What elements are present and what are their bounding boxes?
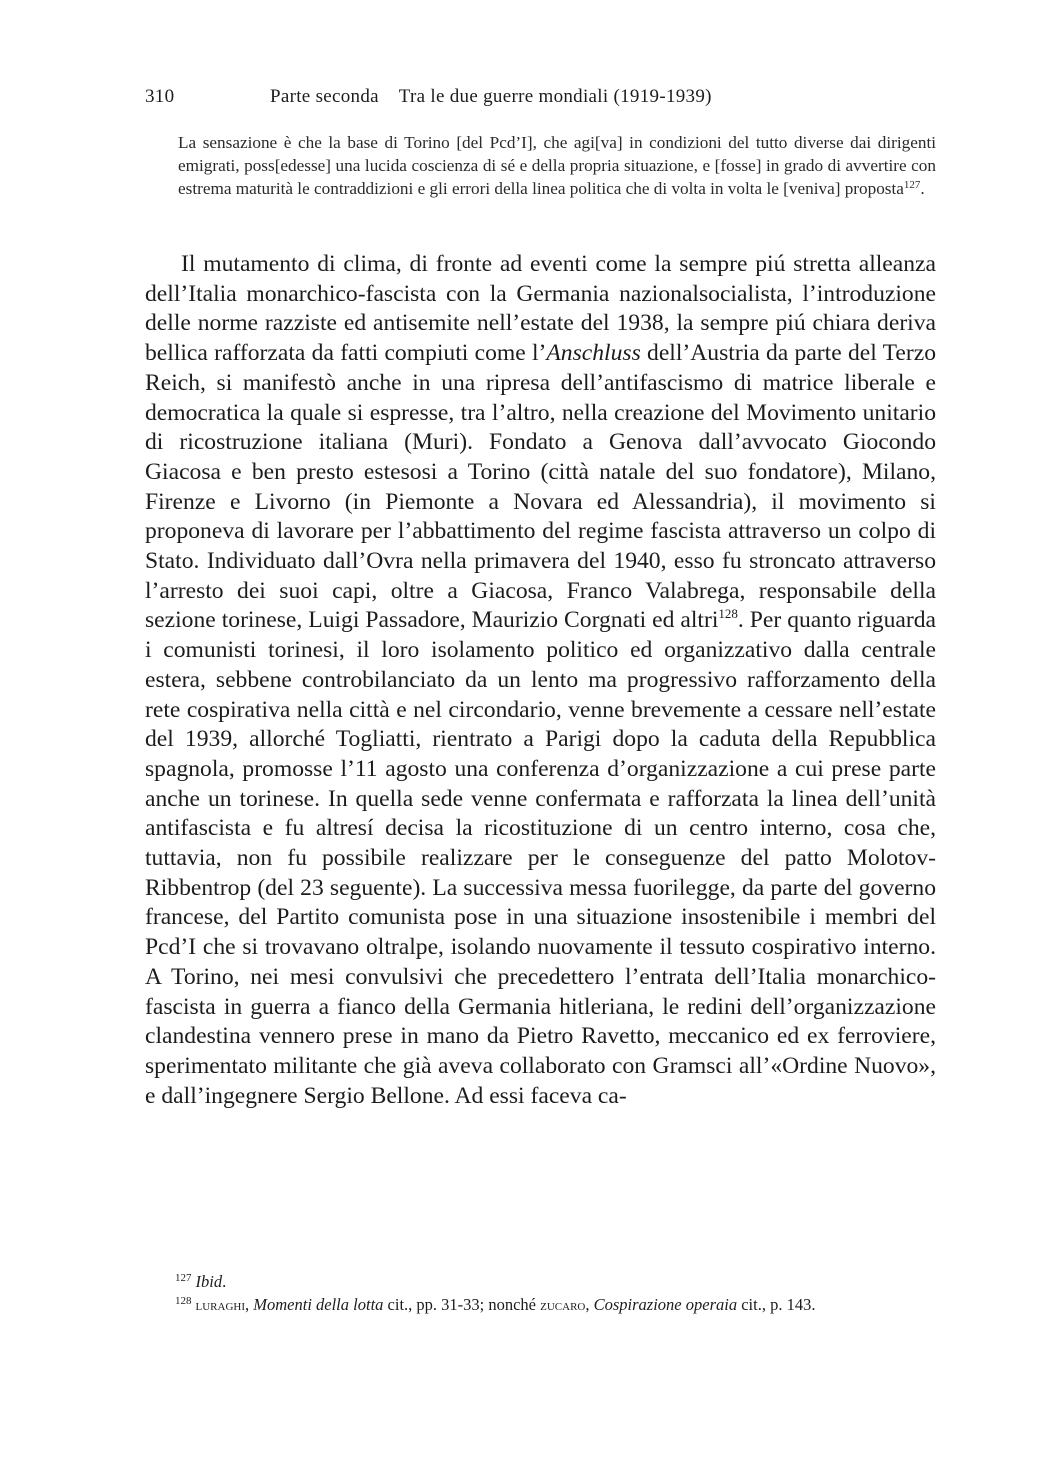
- footnote-text: cit., p. 143.: [737, 1295, 816, 1314]
- footnote-ref: 127: [903, 179, 921, 191]
- body-text: [145, 250, 936, 1111]
- footnote-ref: 128: [718, 606, 738, 622]
- italic-term: Anschluss: [546, 340, 641, 367]
- block-quote: [178, 131, 936, 200]
- footnote: $^{128}$ luraghi, Momenti della lotta cit., pp. 31-33; nonché zucaro, Cospirazione operaia cit., p. 143.: [175, 1295, 816, 1314]
- footnote-italic: Ibid: [195, 1272, 223, 1291]
- quote-end: .: [920, 179, 925, 198]
- footnote-number: 128: [175, 1295, 192, 1307]
- quote-text: La sensazione è che la base di Torino [del Pcd’I], che agi[va] in condizioni del tutto diverse dai dirigenti emigrati, poss[edesse] una lucida coscienza di sé e della propria situazione, e [fosse] in grado di avvertire con estrema maturità le contraddizioni e gli errori della linea politica che di volta in volta le [veniva] proposta: [178, 133, 936, 198]
- running-title: Parte seconda Tra le due guerre mondiali (1919-1939): [270, 86, 712, 107]
- footnote-text: cit., pp. 31-33; nonché: [383, 1295, 541, 1314]
- footnote-author: zucaro: [540, 1298, 586, 1314]
- paragraph-text: dell’Austria da parte del Terzo Reich, si manifestò anche in una ripresa dell’antifascismo di matrice liberale e democratica la quale si espresse, tra l’altro, nella creazione del Movimento unitario di ricostruzione italiana (Muri). Fondato a Genova dall’avvocato Giocondo Giacosa e ben presto estesosi a Torino (città natale del suo fondatore), Milano, Firenze e Livorno (in Piemonte a Novara ed Alessandria), il movimento si proponeva di lavorare per l’abbattimento del regime fascista attraverso un colpo di Stato. Individuato dall’Ovra nella primavera del 1940, esso fu stroncato attraverso l’arresto dei suoi capi, oltre a Giacosa, Franco Valabrega, responsabile della sezione torinese, Luigi Passadore, Maurizio Corgnati ed altri: [145, 340, 936, 634]
- footnote-title: Cospirazione operaia: [593, 1295, 738, 1314]
- footnote-title: Momenti della lotta: [253, 1295, 384, 1314]
- paragraph: [145, 250, 936, 1111]
- paragraph-text: . Per quanto riguarda i comunisti torinesi, il loro isolamento politico ed organizzativo dalla centrale estera, sebbene controbilanciato da un lento ma progressivo rafforzamento della rete cospirativa nella città e nel circondario, venne brevemente a cessare nell’estate del 1939, allorché Togliatti, rientrato a Parigi dopo la caduta della Repubblica spagnola, promosse l’11 agosto una conferenza d’organizzazione a cui prese parte anche un torinese. In quella sede venne confermata e rafforzata la linea dell’unità antifascista e fu altresí decisa la ricostituzione di un centro interno, cosa che, tuttavia, non fu possibile realizzare per le conseguenze del patto Molotov-Ribbentrop (del 23 seguente). La successiva messa fuorilegge, da parte del governo francese, del Partito comunista pose in una situazione insostenibile i membri del Pcd’I che si trovavano oltralpe, isolando nuovamente il tessuto cospirativo interno. A Torino, nei mesi convulsivi che precedettero l’entrata dell’Italia monarchico-fascista in guerra a fianco della Germania hitleriana, le redini dell’organizzazione clandestina vennero prese in mano da Pietro Ravetto, meccanico ed ex ferroviere, sperimentato militante che già aveva collaborato con Gramsci all’«Ordine Nuovo», e dall’ingegnere Sergio Bellone. Ad essi faceva ca-: [145, 607, 936, 1109]
- footnote-number: 127: [175, 1272, 192, 1284]
- paragraph-text: Il mutamento di clima, di fronte ad eventi come la sempre piú stretta alleanza dell’Italia monarchico-fascista con la Germania nazionalsocialista, l’introduzione delle norme razziste ed antisemite nell’estate del 1938, la sempre piú chiara deriva bellica rafforzata da fatti compiuti come l’: [145, 251, 936, 367]
- footnote: [175, 1270, 965, 1293]
- footnotes: [175, 1270, 965, 1318]
- footnote-text: .: [222, 1272, 227, 1291]
- footnote-author: luraghi: [195, 1298, 245, 1314]
- page-number: 310: [145, 86, 175, 107]
- running-header: [145, 86, 712, 108]
